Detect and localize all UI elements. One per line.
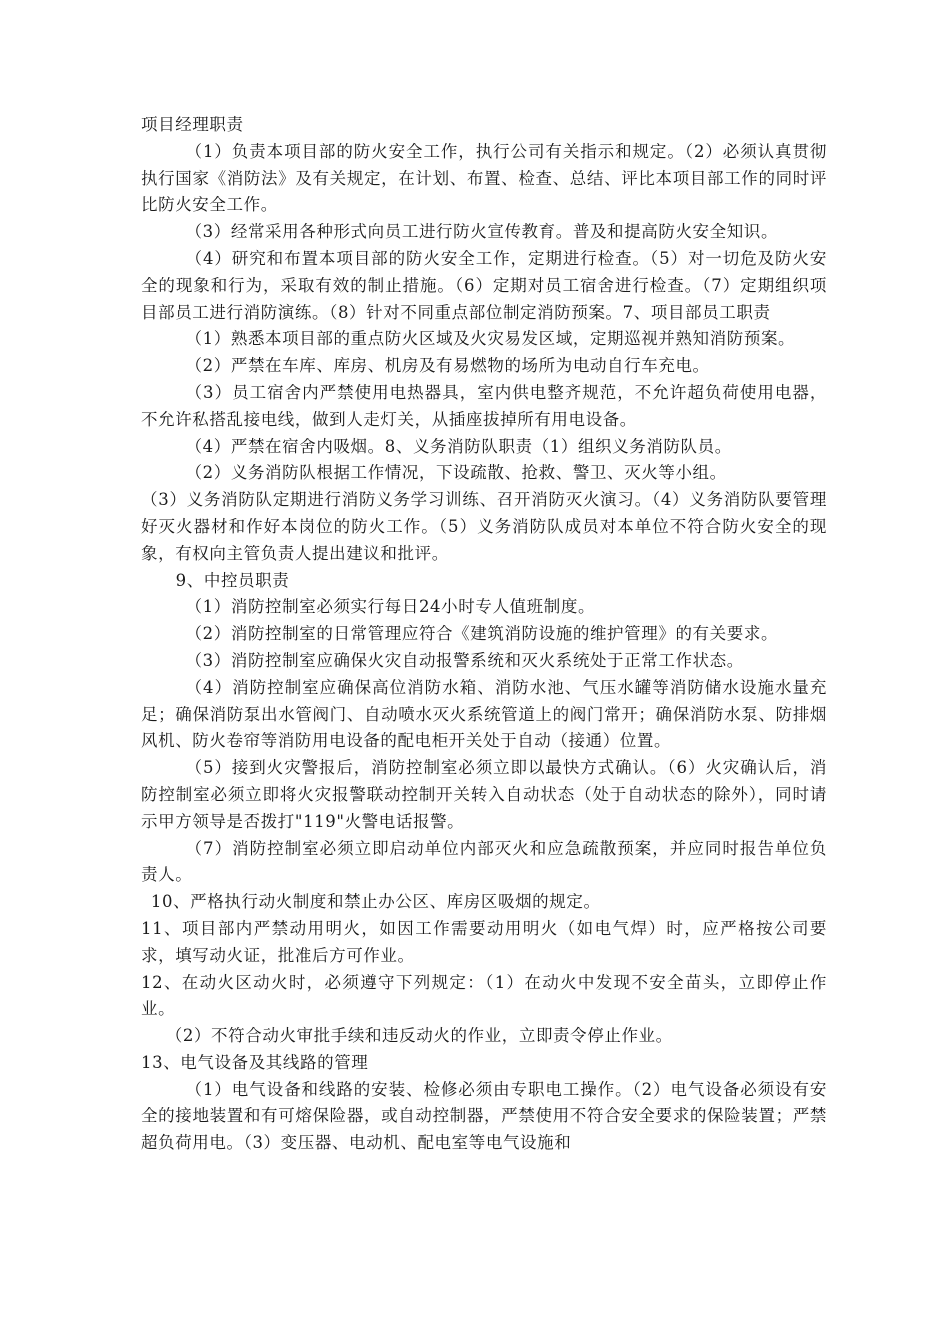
paragraph: （2）义务消防队根据工作情况，下设疏散、抢救、警卫、灭火等小组。 [185,463,727,483]
paragraph: 11、项目部内严禁动用明火，如因工作需要动用明火（如电气焊）时，应严格按公司要求，填写动火证，批准后方可作业。 [141,918,827,965]
paragraph: （2）不符合动火审批手续和违反动火的作业，立即责令停止作业。 [165,1026,673,1046]
paragraph: 13、电气设备及其线路的管理 [141,1052,369,1072]
paragraph: （5）接到火灾警报后，消防控制室必须立即以最快方式确认。（6）火灾确认后，消防控制室必须立即将火灾报警联动控制开关转入自动状态（处于自动状态的除外），同时请示甲方领导是否拨打"119"火警电话报警。 [141,758,827,831]
paragraph: （1）熟悉本项目部的重点防火区域及火灾易发区域，定期巡视并熟知消防预案。 [185,329,796,349]
paragraph: （2）严禁在车库、库房、机房及有易燃物的场所为电动自行车充电。 [185,356,710,376]
paragraph: （4）严禁在宿舍内吸烟。8、义务消防队职责（1）组织义务消防队员。 [185,436,732,456]
paragraph: 12、在动火区动火时，必须遵守下列规定：（1）在动火中发现不安全苗头，立即停止作业。 [141,972,827,1019]
paragraph: （4）研究和布置本项目部的防火安全工作，定期进行检查。（5）对一切危及防火安全的现象和行为，采取有效的制止措施。（6）定期对员工宿舍进行检查。（7）定期组织项目部员工进行消防演练。（8）针对不同重点部位制定消防预案。7、项目部员工职责 [141,248,827,322]
paragraph: （3）消防控制室应确保火灾自动报警系统和灭火系统处于正常工作状态。 [185,650,744,670]
paragraph: （4）消防控制室应确保高位消防水箱、消防水池、气压水罐等消防储水设施水量充足；确保消防泵出水管阀门、自动喷水灭火系统管道上的阀门常开；确保消防水泵、防排烟风机、防火卷帘等消防用电设备的配电柜开关处于自动（接通）位置。 [141,677,827,751]
paragraph: （1）电气设备和线路的安装、检修必须由专职电工操作。（2）电气设备必须设有安全的接地装置和有可熔保险器，或自动控制器，严禁使用不符合安全要求的保险装置；严禁超负荷用电。（3）变压器、电动机、配电室等电气设施和 [141,1079,827,1153]
paragraph: （3）经常采用各种形式向员工进行防火宣传教育。普及和提高防火安全知识。 [185,222,779,242]
paragraph: （7）消防控制室必须立即启动单位内部灭火和应急疏散预案，并应同时报告单位负责人。 [141,838,827,885]
paragraph: （1）负责本项目部的防火安全工作，执行公司有关指示和规定。（2）必须认真贯彻执行国家《消防法》及有关规定，在计划、布置、检查、总结、评比本项目部工作的同时评比防火安全工作。 [141,141,827,215]
paragraph: 9、中控员职责 [175,570,290,590]
paragraph: 10、严格执行动火制度和禁止办公区、库房区吸烟的规定。 [150,892,601,912]
paragraph: （2）消防控制室的日常管理应符合《建筑消防设施的维护管理》的有关要求。 [185,624,779,644]
paragraph: 项目经理职责 [141,115,244,134]
paragraph: （1）消防控制室必须实行每日24小时专人值班制度。 [185,597,596,617]
document-body [141,112,827,1157]
paragraph: （3）员工宿舍内严禁使用电热器具，室内供电整齐规范，不允许超负荷使用电器，不允许私搭乱接电线，做到人走灯关，从插座拔掉所有用电设备。 [141,382,827,429]
paragraph: （3）义务消防队定期进行消防义务学习训练、召开消防灭火演习。（4）义务消防队要管理好灭火器材和作好本岗位的防火工作。（5）义务消防队成员对本单位不符合防火安全的现象，有权向主管负责人提出建议和批评。 [141,490,827,563]
